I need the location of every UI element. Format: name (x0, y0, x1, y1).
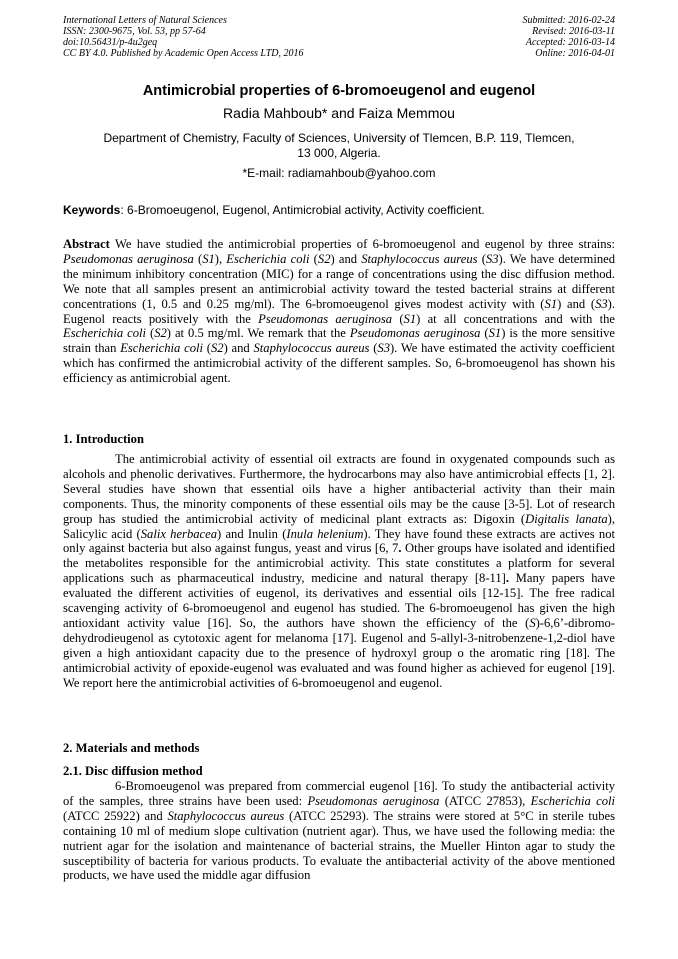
date-submitted: Submitted: 2016-02-24 (522, 15, 615, 26)
section-heading-introduction: 1. Introduction (63, 432, 144, 446)
affiliation-line-2: 13 000, Algeria. (297, 146, 381, 160)
affiliation (80, 131, 598, 161)
abstract: Abstract We have studied the antimicrobial properties of 6-bromoeugenol and eugenol by three strains: Pseudomonas aeruginosa (S1), Escherichia coli (S2) and Staphylococcus aureus (S3). We have determined the minimum inhibitory concentration (MIC) for a range of concentrations using the disc diffusion method. We note that all samples present an antimicrobial activity toward the tested bacterial strains at different concentrations (1, 0.5 and 0.25 mg/ml). The 6-bromoeugenol gives modest activity with (S1) and (S3). Eugenol reacts positively with the Pseudomonas aeruginosa (S1) at all concentrations and with the Escherichia coli (S2) at 0.5 mg/ml. We remark that the Pseudomonas aeruginosa (S1) is the more sensitive strain than Escherichia coli (S2) and Staphylococcus aureus (S3). We have estimated the activity coefficient which has confirmed the antimicrobial activity of the different samples. So, 6-bromoeugenol has shown his efficiency as antimicrobial agent. (63, 237, 616, 386)
date-accepted: Accepted: 2016-03-14 (525, 37, 615, 48)
paper-title: Antimicrobial properties of 6-bromoeugenol and eugenol (142, 83, 536, 99)
keywords-text: : 6-Bromoeugenol, Eugenol, Antimicrobial activity, Activity coefficient. (120, 203, 485, 217)
journal-doi: doi:10.56431/p-4u2geq (63, 37, 158, 48)
journal-issn: ISSN: 2300-9675, Vol. 53, pp 57-64 (63, 26, 206, 37)
affiliation-line-1: Department of Chemistry, Faculty of Sciences, University of Tlemcen, B.P. 119, Tlemcen, (103, 131, 575, 145)
corresponding-email: *E-mail: radiamahboub@yahoo.com (242, 166, 436, 180)
keywords-label: Keywords (63, 203, 121, 217)
journal-name: International Letters of Natural Sciences (63, 15, 227, 26)
introduction-text: The antimicrobial activity of essential oil extracts are found in oxygenated compounds such as alcohols and phenolic derivatives. Furthermore, the hydrocarbons may also have antimicrobial effects [1, 2]. Several studies have shown that essential oils have a higher antibacterial activity than their main components. Thus, the minority components of these essential oils may be the cause [3-5]. Lot of research group has studied the antimicrobial activity of medicinal plant extracts as: Digoxin (Digitalis lanata), Salicylic acid (Salix herbacea) and Inulin (Inula helenium). They have found these extracts are actives not only against bacteria but also against fungus, yeast and virus [6, 7. Other groups have isolated and identified the metabolites responsible for the antimicrobial activity. This state constitutes a platform for several applications such as pharmaceutical industry, medicine and natural therapy [8-11]. Many papers have evaluated the different activities of eugenol, its derivatives and essential oils [12-15]. The free radical scavenging activity of 6-bromoeugenol and eugenol has studied. The 6-bromoeugenol has given the high antioxidant activity value [16]. So, the authors have shown the efficiency of the (S)-6,6’-dibromo-dehydrodieugenol as cytotoxic agent for melanoma [17]. Eugenol and 5-allyl-3-nitrobenzene-1,2-diol have given a high antioxidant capacity due to the presence of hydroxyl group o the aromatic ring [18]. The antimicrobial activity of epoxide-eugenol was evaluated and was found higher as achieved for eugenol [19]. We report here the antimicrobial activities of 6-bromoeugenol and eugenol. (63, 452, 615, 690)
section-heading-materials-methods: 2. Materials and methods (63, 741, 200, 755)
subsection-heading-disc-diffusion: 2.1. Disc diffusion method (63, 764, 203, 778)
journal-license: CC BY 4.0. Published by Academic Open Access LTD, 2016 (63, 48, 304, 59)
keywords (63, 203, 615, 217)
disc-diffusion-text: 6-Bromoeugenol was prepared from commercial eugenol [16]. To study the antibacterial activity of the samples, three strains have been used: Pseudomonas aeruginosa (ATCC 27853), Escherichia coli (ATCC 25922) and Staphylococcus aureus (ATCC 25293). The strains were stored at 5°C in sterile tubes containing 10 ml of medium slope cultivation (nutrient agar). Thus, we have used the following media: the nutrient agar for the isolation and maintenance of bacterial strains, the Mueller Hinton agar to study the susceptibility of bacteria for various products. To evaluate the antibacterial activity of the above mentioned products, we have used the middle agar diffusion (63, 779, 615, 883)
paper-authors: Radia Mahboub* and Faiza Memmou (223, 105, 455, 121)
date-online: Online: 2016-04-01 (535, 48, 615, 59)
journal-info (63, 15, 304, 59)
abstract-label: Abstract (63, 237, 110, 251)
publication-dates (523, 15, 616, 59)
date-revised: Revised: 2016-03-11 (532, 26, 615, 37)
